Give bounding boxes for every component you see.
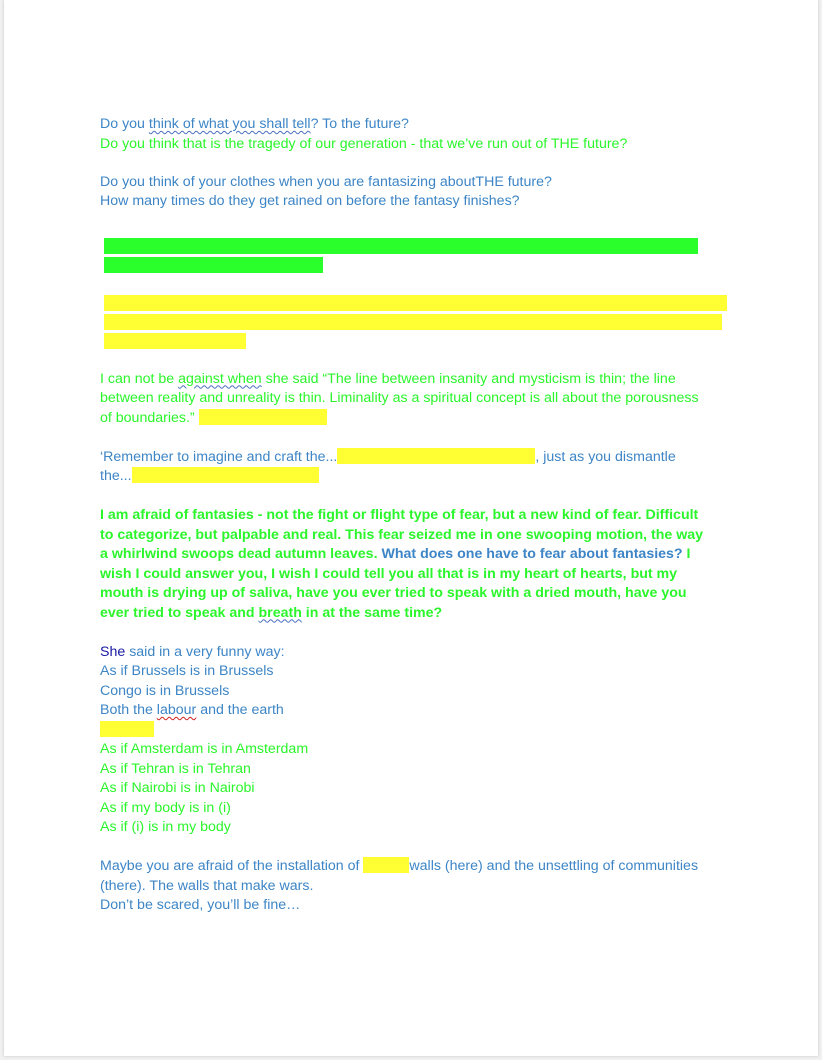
text-run: ? To the future? [310, 116, 409, 132]
poem-line-9: As if my body is in (i) [100, 799, 231, 816]
poem-line-6: As if Amsterdam is in Amsterdam [100, 741, 309, 757]
grammar-flagged-text[interactable]: against when [178, 370, 262, 387]
closing-line-2: (there). The walls that make wars. [100, 877, 314, 894]
intro-line-2: Do you think that is the tragedy of our generation - that we’ve run out of THE future? [100, 135, 628, 152]
text-run: ‘Remember to imagine and craft the... [100, 448, 338, 465]
text-run: the... [100, 468, 132, 484]
yellow-highlight-inline [337, 448, 535, 464]
text-run: What does one have to fear about fantasies? [381, 546, 683, 562]
text-run: ever tried to speak and [100, 604, 259, 621]
text-run: , just as you dismantle [535, 448, 676, 465]
intro-line-4: How many times do they get rained on before the fantasy finishes? [100, 193, 520, 209]
grammar-flagged-text[interactable]: breath [258, 604, 302, 621]
intro-line-1 [100, 115, 730, 135]
quote-line-3 [100, 409, 730, 429]
poem-line-8: As if Nairobi is in Nairobi [100, 780, 255, 796]
text-run: Maybe you are afraid of the installation of [100, 858, 364, 874]
poem-line-4 [100, 701, 730, 721]
poem-line-10: As if (i) is in my body [100, 819, 231, 835]
poem-line-5 [100, 721, 730, 741]
remember-line-2 [100, 467, 730, 487]
yellow-highlight-block [104, 295, 727, 311]
text-run: I [682, 546, 691, 562]
yellow-highlight-block [104, 333, 246, 349]
closing-line-1 [100, 857, 730, 877]
poem-line-7: As if Tehran is in Tehran [100, 760, 251, 777]
fear-line-5: mouth is drying up of saliva, have you ever tried to speak with a dried mouth, have you [100, 585, 687, 601]
intro-line-3: Do you think of your clothes when you are fantasizing aboutTHE future? [100, 173, 552, 190]
fear-line-2: to categorize, but palpable and real. This fear seized me in one swooping motion, the way [100, 526, 704, 543]
document-page [4, 0, 818, 1056]
grammar-flagged-text[interactable]: think of what you shall tell [148, 116, 311, 132]
text-run: I can not be [100, 370, 179, 387]
quote-line-1 [100, 370, 730, 390]
green-highlight-block [104, 238, 698, 254]
yellow-highlight-inline [199, 409, 327, 425]
quote-line-2: between reality and unreality is thin. Liminality as a spiritual concept is all about the porousness [100, 390, 699, 406]
text-run: Both the [100, 702, 157, 718]
text-run: said in a very funny way: [125, 643, 285, 660]
text-run: Do you [100, 116, 149, 132]
yellow-highlight-block [104, 314, 722, 330]
text-run: a whirlwind swoops dead autumn leaves. [100, 546, 382, 562]
poem-line-1 [100, 643, 730, 663]
poem-line-3: Congo is in Brussels [100, 682, 230, 699]
fear-line-6 [100, 604, 730, 624]
yellow-highlight-inline [363, 857, 409, 873]
document-body[interactable] [100, 115, 730, 916]
yellow-highlight-inline [100, 721, 154, 737]
text-run: and the earth [196, 702, 284, 718]
poem-line-2: As if Brussels is in Brussels [100, 663, 274, 679]
text-run: she said “The line between insanity and mysticism is thin; the line [261, 370, 676, 387]
fear-line-1: I am afraid of fantasies - not the fight or flight type of fear, but a new kind of fear. Difficult [100, 507, 699, 523]
yellow-highlight-inline [132, 467, 319, 483]
text-run: She [100, 643, 126, 660]
text-run: of boundaries.” [100, 409, 195, 426]
spelling-flagged-text[interactable]: labour [156, 702, 197, 718]
green-highlight-block [104, 257, 323, 273]
remember-line-1 [100, 448, 730, 468]
text-run: in at the same time? [301, 604, 443, 621]
fear-line-3 [100, 545, 730, 565]
closing-line-3: Don’t be scared, you’ll be fine… [100, 897, 301, 913]
fear-line-4: wish I could answer you, I wish I could tell you all that is in my heart of hearts, but my [100, 565, 678, 582]
text-run: walls (here) and the unsettling of communities [409, 858, 699, 874]
